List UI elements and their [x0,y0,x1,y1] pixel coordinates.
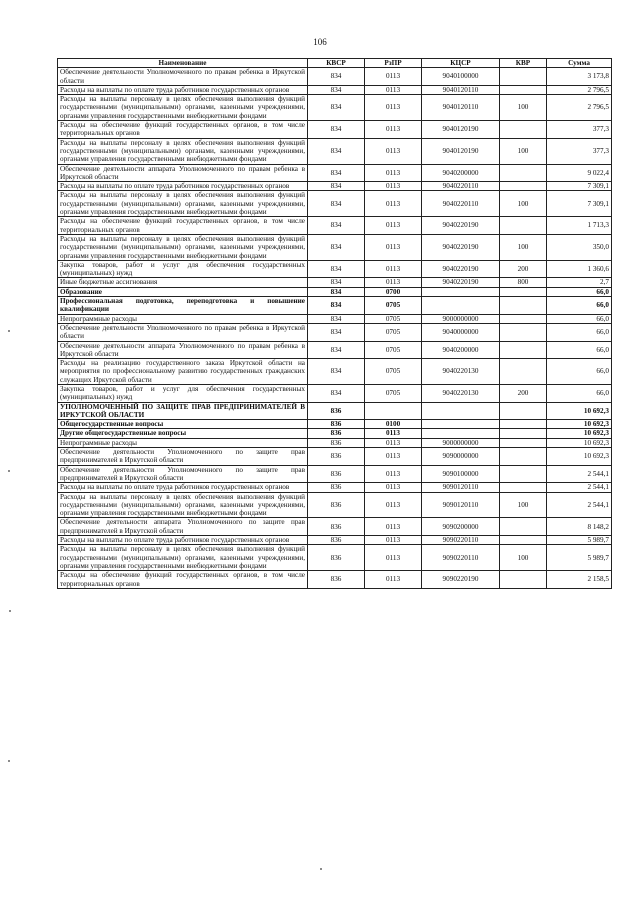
cell-kcsr: 9040200000 [422,341,500,359]
cell-kvsr: 836 [308,438,365,447]
cell-rzpr: 0113 [365,278,422,287]
cell-sum: 377,3 [547,121,612,139]
cell-sum: 2 544,1 [547,465,612,483]
cell-rzpr: 0113 [365,429,422,438]
cell-sum: 2 158,5 [547,571,612,589]
cell-kcsr: 9090100000 [422,465,500,483]
table-row [58,182,612,191]
table-row [58,278,612,287]
cell-name: Закупка товаров, работ и услуг для обеспечения государственных (муниципальных) нужд [58,260,308,278]
cell-kvr [500,341,547,359]
cell-name: Обеспечение деятельности аппарата Уполномоченного по правам ребенка в Иркутской области [58,164,308,182]
cell-kcsr [422,297,500,315]
cell-kcsr: 9090120110 [422,492,500,518]
cell-name: Расходы на выплаты персоналу в целях обеспечения выполнения функций государственными (муниципальными) органами, казенными учреждениями, органами управления государственными внебюджетными фондами [58,234,308,260]
cell-name: Другие общегосударственные вопросы [58,429,308,438]
cell-rzpr: 0113 [365,85,422,94]
cell-rzpr: 0705 [365,297,422,315]
cell-kcsr: 9040120110 [422,85,500,94]
cell-sum: 10 692,3 [547,448,612,466]
table-row [58,492,612,518]
table-row [58,402,612,420]
cell-kcsr: 9040220190 [422,260,500,278]
cell-name: Расходы на выплаты по оплате труда работников государственных органов [58,536,308,545]
cell-kvr [500,297,547,315]
cell-kvr: 100 [500,545,547,571]
table-row [58,545,612,571]
cell-name: Расходы на выплаты персоналу в целях обеспечения выполнения функций государственными (муниципальными) органами, казенными учреждениями, органами управления государственными внебюджетными фондами [58,545,308,571]
cell-name: Расходы на выплаты персоналу в целях обеспечения выполнения функций государственными (муниципальными) органами, казенными учреждениями, органами управления государственными внебюджетными фондами [58,191,308,217]
cell-sum: 10 692,3 [547,402,612,420]
cell-kvsr: 834 [308,287,365,296]
cell-kvr [500,68,547,86]
cell-kvsr: 836 [308,448,365,466]
cell-name: Обеспечение деятельности аппарата Уполномоченного по защите прав предпринимателей в Иркутской области [58,518,308,536]
table-row [58,314,612,323]
table-header-row [58,59,612,68]
cell-rzpr: 0113 [365,164,422,182]
cell-rzpr: 0113 [365,121,422,139]
cell-kvr [500,287,547,296]
cell-kcsr: 9040220110 [422,191,500,217]
cell-sum: 66,0 [547,384,612,402]
header-rzpr: РзПР [365,59,422,68]
cell-sum: 2 796,5 [547,85,612,94]
cell-kvsr: 834 [308,260,365,278]
cell-kvsr: 834 [308,278,365,287]
cell-kcsr: 9040220190 [422,278,500,287]
cell-rzpr: 0700 [365,287,422,296]
cell-name: Расходы на выплаты персоналу в целях обеспечения выполнения функций государственными (муниципальными) органами, казенными учреждениями, органами управления государственными внебюджетными фондами [58,95,308,121]
cell-sum: 3 173,8 [547,68,612,86]
table-row [58,420,612,429]
cell-kcsr: 9040120190 [422,121,500,139]
cell-rzpr: 0113 [365,438,422,447]
scan-speck [8,470,10,472]
cell-name: Расходы на выплаты по оплате труда работников государственных органов [58,182,308,191]
cell-kcsr: 9040220130 [422,359,500,385]
cell-rzpr: 0705 [365,359,422,385]
cell-kvsr: 834 [308,341,365,359]
cell-kvr: 100 [500,138,547,164]
cell-rzpr: 0113 [365,217,422,235]
cell-name: Расходы на обеспечение функций государственных органов, в том числе территориальных органов [58,217,308,235]
cell-name: Расходы на обеспечение функций государственных органов, в том числе территориальных органов [58,121,308,139]
cell-kvsr: 834 [308,95,365,121]
cell-kcsr: 9090220110 [422,545,500,571]
cell-kcsr: 9090200000 [422,518,500,536]
table-row [58,234,612,260]
cell-rzpr: 0113 [365,518,422,536]
cell-rzpr: 0113 [365,68,422,86]
cell-kvr [500,359,547,385]
cell-kvr [500,420,547,429]
cell-kvr [500,429,547,438]
cell-kcsr: 9040220190 [422,217,500,235]
table-row [58,341,612,359]
cell-sum: 5 989,7 [547,545,612,571]
cell-kvr [500,217,547,235]
cell-kvsr: 834 [308,314,365,323]
cell-rzpr: 0705 [365,341,422,359]
table-body [58,68,612,589]
table-row [58,217,612,235]
cell-sum: 66,0 [547,287,612,296]
cell-sum: 5 989,7 [547,536,612,545]
cell-kvr [500,323,547,341]
cell-sum: 7 309,1 [547,182,612,191]
cell-sum: 10 692,3 [547,429,612,438]
cell-kvsr: 834 [308,384,365,402]
scan-speck [320,868,322,870]
cell-name: Иные бюджетные ассигнования [58,278,308,287]
cell-name: Обеспечение деятельности Уполномоченного по правам ребенка в Иркутской области [58,68,308,86]
table-row [58,138,612,164]
cell-name: Закупка товаров, работ и услуг для обеспечения государственных (муниципальных) нужд [58,384,308,402]
cell-kcsr: 9040120190 [422,138,500,164]
cell-kvr: 100 [500,191,547,217]
cell-kcsr: 9090000000 [422,448,500,466]
table-row [58,297,612,315]
cell-rzpr: 0100 [365,420,422,429]
cell-sum: 1 360,6 [547,260,612,278]
cell-rzpr: 0113 [365,492,422,518]
cell-sum: 8 148,2 [547,518,612,536]
cell-sum: 2,7 [547,278,612,287]
cell-name: Образование [58,287,308,296]
cell-sum: 2 544,1 [547,483,612,492]
cell-sum: 66,0 [547,323,612,341]
cell-kvr: 800 [500,278,547,287]
cell-kvr [500,465,547,483]
cell-name: Расходы на обеспечение функций государственных органов, в том числе территориальных органов [58,571,308,589]
cell-sum: 377,3 [547,138,612,164]
cell-name: Общегосударственные вопросы [58,420,308,429]
cell-name: Непрограммные расходы [58,314,308,323]
table-row [58,68,612,86]
cell-sum: 2 544,1 [547,492,612,518]
cell-kcsr: 9000000000 [422,314,500,323]
cell-kcsr [422,429,500,438]
cell-kcsr: 9040100000 [422,68,500,86]
cell-name: Расходы на выплаты по оплате труда работников государственных органов [58,483,308,492]
cell-kcsr: 9090220110 [422,536,500,545]
cell-rzpr: 0113 [365,260,422,278]
cell-sum: 7 309,1 [547,191,612,217]
cell-rzpr: 0113 [365,234,422,260]
cell-kvr [500,438,547,447]
cell-kvsr: 834 [308,191,365,217]
cell-kvr [500,182,547,191]
cell-kvsr: 834 [308,182,365,191]
cell-rzpr: 0113 [365,182,422,191]
table-row [58,536,612,545]
cell-kcsr: 9040220130 [422,384,500,402]
cell-kvr [500,483,547,492]
cell-kvr: 200 [500,384,547,402]
cell-kvsr: 836 [308,545,365,571]
cell-name: УПОЛНОМОЧЕННЫЙ ПО ЗАЩИТЕ ПРАВ ПРЕДПРИНИМАТЕЛЕЙ В ИРКУТСКОЙ ОБЛАСТИ [58,402,308,420]
cell-kcsr: 9090220190 [422,571,500,589]
cell-kcsr [422,287,500,296]
table-row [58,518,612,536]
cell-sum: 10 692,3 [547,438,612,447]
cell-kvsr: 836 [308,465,365,483]
cell-name: Профессиональная подготовка, переподготовка и повышение квалификации [58,297,308,315]
cell-rzpr: 0113 [365,571,422,589]
cell-rzpr: 0113 [365,448,422,466]
table-row [58,95,612,121]
table-row [58,323,612,341]
cell-kvsr: 834 [308,297,365,315]
cell-name: Непрограммные расходы [58,438,308,447]
cell-kvsr: 836 [308,518,365,536]
scan-speck [8,330,10,332]
header-kvr: КВР [500,59,547,68]
cell-kvsr: 836 [308,420,365,429]
cell-kcsr: 9040200000 [422,164,500,182]
cell-kvr [500,536,547,545]
cell-sum: 2 796,5 [547,95,612,121]
cell-name: Обеспечение деятельности Уполномоченного по защите прав предпринимателей в Иркутской области [58,465,308,483]
cell-kvr [500,448,547,466]
cell-name: Обеспечение деятельности Уполномоченного по правам ребенка в Иркутской области [58,323,308,341]
cell-kvr: 100 [500,492,547,518]
cell-kvsr: 834 [308,164,365,182]
cell-sum: 350,0 [547,234,612,260]
scan-speck [8,760,10,762]
header-sum: Сумма [547,59,612,68]
cell-kvr [500,164,547,182]
cell-kvr [500,571,547,589]
table-row [58,571,612,589]
cell-kvsr: 836 [308,536,365,545]
cell-kvr: 100 [500,234,547,260]
page-number: 106 [313,37,327,47]
cell-rzpr: 0113 [365,545,422,571]
table-row [58,121,612,139]
cell-kcsr: 9040220110 [422,182,500,191]
cell-kcsr: 9040000000 [422,323,500,341]
table-row [58,448,612,466]
cell-sum: 66,0 [547,297,612,315]
cell-kvsr: 836 [308,492,365,518]
table-row [58,429,612,438]
table-row [58,260,612,278]
cell-sum: 1 713,3 [547,217,612,235]
table-row [58,483,612,492]
cell-name: Расходы на реализацию государственного заказа Иркутской области на мероприятия по профессиональному развитию государственных гражданских служащих Иркутской области [58,359,308,385]
budget-table [57,58,612,589]
cell-rzpr: 0705 [365,384,422,402]
header-kcsr: КЦСР [422,59,500,68]
cell-kcsr: 9040120110 [422,95,500,121]
cell-kvr: 200 [500,260,547,278]
table-row [58,164,612,182]
cell-rzpr: 0113 [365,465,422,483]
cell-kvr [500,314,547,323]
table-row [58,85,612,94]
cell-rzpr: 0113 [365,536,422,545]
cell-kvsr: 836 [308,429,365,438]
table-row [58,287,612,296]
cell-kcsr: 9090120110 [422,483,500,492]
table-row [58,359,612,385]
cell-kvsr: 834 [308,121,365,139]
table-row [58,384,612,402]
cell-kvsr: 834 [308,217,365,235]
cell-kvr [500,402,547,420]
cell-sum: 66,0 [547,359,612,385]
table-row [58,465,612,483]
cell-kvsr: 834 [308,138,365,164]
cell-kvsr: 834 [308,359,365,385]
cell-kvsr: 834 [308,323,365,341]
cell-rzpr: 0705 [365,314,422,323]
cell-kcsr [422,402,500,420]
cell-name: Расходы на выплаты по оплате труда работников государственных органов [58,85,308,94]
cell-sum: 66,0 [547,341,612,359]
cell-kvsr: 836 [308,483,365,492]
header-name: Наименование [58,59,308,68]
cell-kvsr: 834 [308,85,365,94]
cell-name: Обеспечение деятельности Уполномоченного по защите прав предпринимателей в Иркутской области [58,448,308,466]
cell-kvr [500,85,547,94]
cell-rzpr: 0113 [365,191,422,217]
table-row [58,191,612,217]
cell-rzpr: 0705 [365,323,422,341]
scan-speck [9,610,11,612]
cell-name: Обеспечение деятельности аппарата Уполномоченного по правам ребенка в Иркутской области [58,341,308,359]
cell-rzpr: 0113 [365,138,422,164]
cell-kcsr: 9000000000 [422,438,500,447]
cell-kcsr [422,420,500,429]
header-kvsr: КВСР [308,59,365,68]
cell-kvr [500,518,547,536]
cell-sum: 10 692,3 [547,420,612,429]
cell-name: Расходы на выплаты персоналу в целях обеспечения выполнения функций государственными (муниципальными) органами, казенными учреждениями, органами управления государственными внебюджетными фондами [58,138,308,164]
cell-sum: 66,0 [547,314,612,323]
cell-kvsr: 834 [308,68,365,86]
cell-kvsr: 836 [308,402,365,420]
table-row [58,438,612,447]
cell-kvsr: 834 [308,234,365,260]
cell-rzpr [365,402,422,420]
cell-kvr: 100 [500,95,547,121]
cell-kvsr: 836 [308,571,365,589]
cell-sum: 9 022,4 [547,164,612,182]
cell-kcsr: 9040220190 [422,234,500,260]
cell-name: Расходы на выплаты персоналу в целях обеспечения выполнения функций государственными (муниципальными) органами, казенными учреждениями, органами управления государственными внебюджетными фондами [58,492,308,518]
cell-kvr [500,121,547,139]
cell-rzpr: 0113 [365,483,422,492]
cell-rzpr: 0113 [365,95,422,121]
